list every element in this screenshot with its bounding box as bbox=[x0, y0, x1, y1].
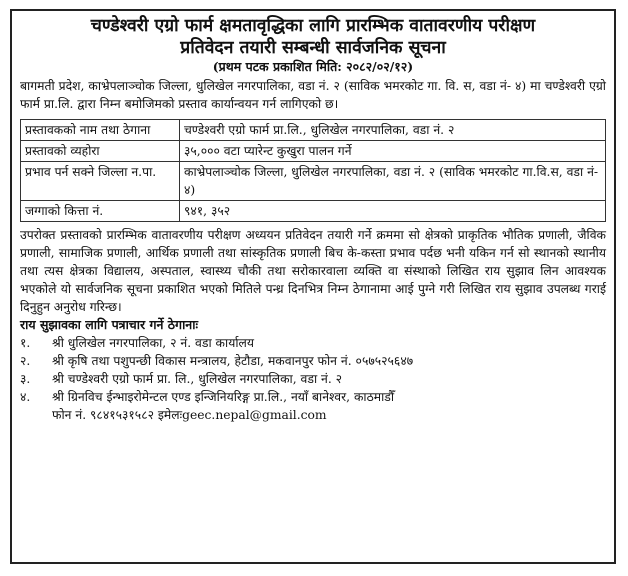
table-cell-label: प्रभाव पर्न सक्ने जिल्ला न.पा. bbox=[21, 162, 180, 201]
public-notice bbox=[10, 9, 616, 564]
addresses-heading: राय सुझावका लागि पत्राचार गर्ने ठेगानाः bbox=[20, 317, 199, 332]
list-item-text: श्री धुलिखेल नगरपालिका, २ नं. वडा कार्यालय bbox=[52, 336, 254, 350]
table-cell-label: प्रस्तावकको नाम तथा ठेगाना bbox=[21, 120, 180, 141]
table-cell-label: जग्गाको कित्ता नं. bbox=[21, 201, 180, 222]
list-item-text: श्री कृषि तथा पशुपन्छी विकास मन्त्रालय, हेटौडा, मकवानपुर फोन नं. ०५७५२५६४७ bbox=[52, 354, 414, 368]
list-item-number: ४. bbox=[20, 390, 31, 404]
list-item bbox=[20, 388, 606, 406]
list-item-text: श्री ग्रिनविच ईन्भाइरोमेन्टल एण्ड इन्जिनियरिङ्ग प्रा.लि., नयाँ बानेश्वर, काठमाडौँ bbox=[52, 390, 395, 404]
notice-title-line1: चण्डेश्वरी एग्रो फार्म क्षमतावृद्धिका लागि प्रारम्भिक वातावरणीय परीक्षण bbox=[90, 16, 536, 36]
table-row bbox=[21, 201, 606, 222]
list-item-number: २. bbox=[20, 354, 31, 368]
table-cell-label: प्रस्तावको व्यहोरा bbox=[21, 141, 180, 162]
list-item bbox=[20, 352, 606, 370]
proposal-details-table bbox=[20, 119, 606, 222]
table-cell-value: चण्डेश्वरी एग्रो फार्म प्रा.लि., धुलिखेल नगरपालिका, वडा नं. २ bbox=[180, 120, 606, 141]
table-cell-value: काभ्रेपलाञ्चोक जिल्ला, धुलिखेल नगरपालिका, वडा नं. २ (साविक भमरकोट गा.वि.स, वडा नं- ४) bbox=[180, 162, 606, 201]
publish-date: (प्रथम पटक प्रकाशित मिति: २०८२/०२/१२) bbox=[212, 59, 414, 74]
list-item bbox=[20, 370, 606, 388]
intro-paragraph: बागमती प्रदेश, काभ्रेपलाञ्चोक जिल्ला, धुलिखेल नगरपालिका, वडा नं. २ (साविक भमरकोट गा. वि. स, वडा नं- ४) मा चण्डेश्वरी एग्रो फार्म प्रा.लि. द्वारा निम्न बमोजिमको प्रस्ताव कार्यान्वयन गर्न लागिएको छ। bbox=[20, 79, 606, 111]
table-cell-value: ३५,००० वटा प्यारेन्ट कुखुरा पालन गर्ने bbox=[180, 141, 606, 162]
list-item-number: १. bbox=[20, 336, 31, 350]
list-item-number: ३. bbox=[20, 372, 31, 386]
list-item bbox=[20, 334, 606, 352]
address4-contact: फोन नं. ९८४१५३१५८२ इमेलःgeec.nepal@gmail.com bbox=[52, 408, 327, 422]
notice-title-line2: प्रतिवेदन तयारी सम्बन्धी सार्वजनिक सूचना bbox=[180, 38, 446, 58]
table-cell-value: ९४१, ३५२ bbox=[180, 201, 606, 222]
list-item-text: श्री चण्डेश्वरी एग्रो फार्म प्रा. लि., धुलिखेल नगरपालिका, वडा नं. २ bbox=[52, 372, 343, 386]
table-row bbox=[21, 120, 606, 141]
address-list bbox=[20, 334, 606, 406]
table-row bbox=[21, 162, 606, 201]
body-paragraph: उपरोक्त प्रस्तावको प्रारम्भिक वातावरणीय परीक्षण अध्ययन प्रतिवेदन तयारी गर्ने क्रममा सो क्षेत्रको प्राकृतिक भौतिक प्रणाली, जैविक प्रणाली, सामाजिक प्रणाली, आर्थिक प्रणाली तथा सांस्कृतिक प्रणाली बिच के-कस्ता प्रभाव पर्दछ भनी यकिन गर्न सो स्थानको स्थानीय तथा त्यस क्षेत्रका विद्यालय, अस्पताल, स्वास्थ्य चौकी तथा सरोकारवाला व्यक्ति वा संस्थाको लिखित राय सुझाव लिन आवश्यक भएकोले यो सार्वजनिक सूचना प्रकाशित भएको मितिले पन्ध्र दिनभित्र निम्न ठेगानामा आई पुग्ने गरी लिखित राय सुझाव उपलब्ध गराई दिनुहुन अनुरोध गरिन्छ। bbox=[20, 228, 606, 314]
table-row bbox=[21, 141, 606, 162]
